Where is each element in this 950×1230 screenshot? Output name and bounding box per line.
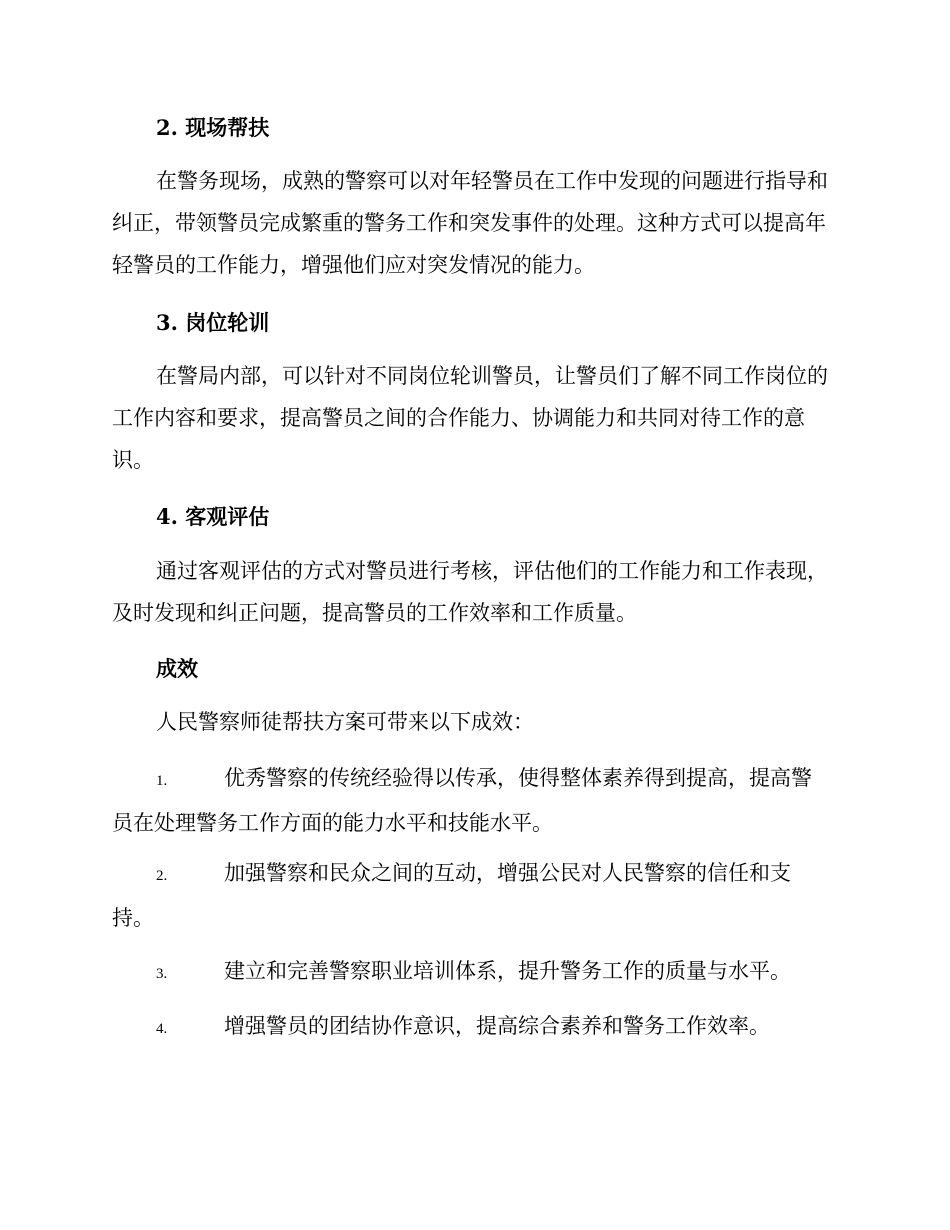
list-item-text: 优秀警察的传统经验得以传承，使得整体素养得到提高，提高警员在处理警务工作方面的能力水平和技能水平。 [112, 766, 812, 835]
list-item-number: 3. [156, 966, 168, 982]
results-intro: 人民警察师徒帮扶方案可带来以下成效： [156, 710, 534, 734]
list-item-number: 1. [156, 773, 168, 789]
section-heading-objective-evaluation: 4. 客观评估 [156, 504, 270, 529]
list-item [112, 852, 832, 939]
list-item [112, 1005, 832, 1050]
section-paragraph-job-rotation: 在警局内部，可以针对不同岗位轮训警员，让警员们了解不同工作岗位的工作内容和要求，提高警员之间的合作能力、协调能力和共同对待工作的意识。 [112, 364, 828, 472]
section-heading-job-rotation: 3. 岗位轮训 [156, 310, 270, 335]
results-heading: 成效 [156, 656, 198, 681]
list-item-number: 4. [156, 1021, 168, 1037]
list-item-text: 加强警察和民众之间的互动，增强公民对人民警察的信任和支持。 [112, 861, 791, 930]
section-heading-onsite-support: 2. 现场帮扶 [156, 115, 270, 140]
list-item-text: 建立和完善警察职业培训体系，提升警务工作的质量与水平。 [224, 959, 791, 983]
list-item-number: 2. [156, 868, 168, 884]
list-item-text: 增强警员的团结协作意识，提高综合素养和警务工作效率。 [224, 1014, 770, 1038]
list-item [112, 950, 832, 995]
list-item [112, 757, 832, 844]
section-paragraph-objective-evaluation: 通过客观评估的方式对警员进行考核，评估他们的工作能力和工作表现，及时发现和纠正问题，提高警员的工作效率和工作质量。 [112, 559, 828, 625]
section-paragraph-onsite-support: 在警务现场，成熟的警察可以对年轻警员在工作中发现的问题进行指导和纠正，带领警员完成繁重的警务工作和突发事件的处理。这种方式可以提高年轻警员的工作能力，增强他们应对突发情况的能力。 [112, 169, 828, 277]
